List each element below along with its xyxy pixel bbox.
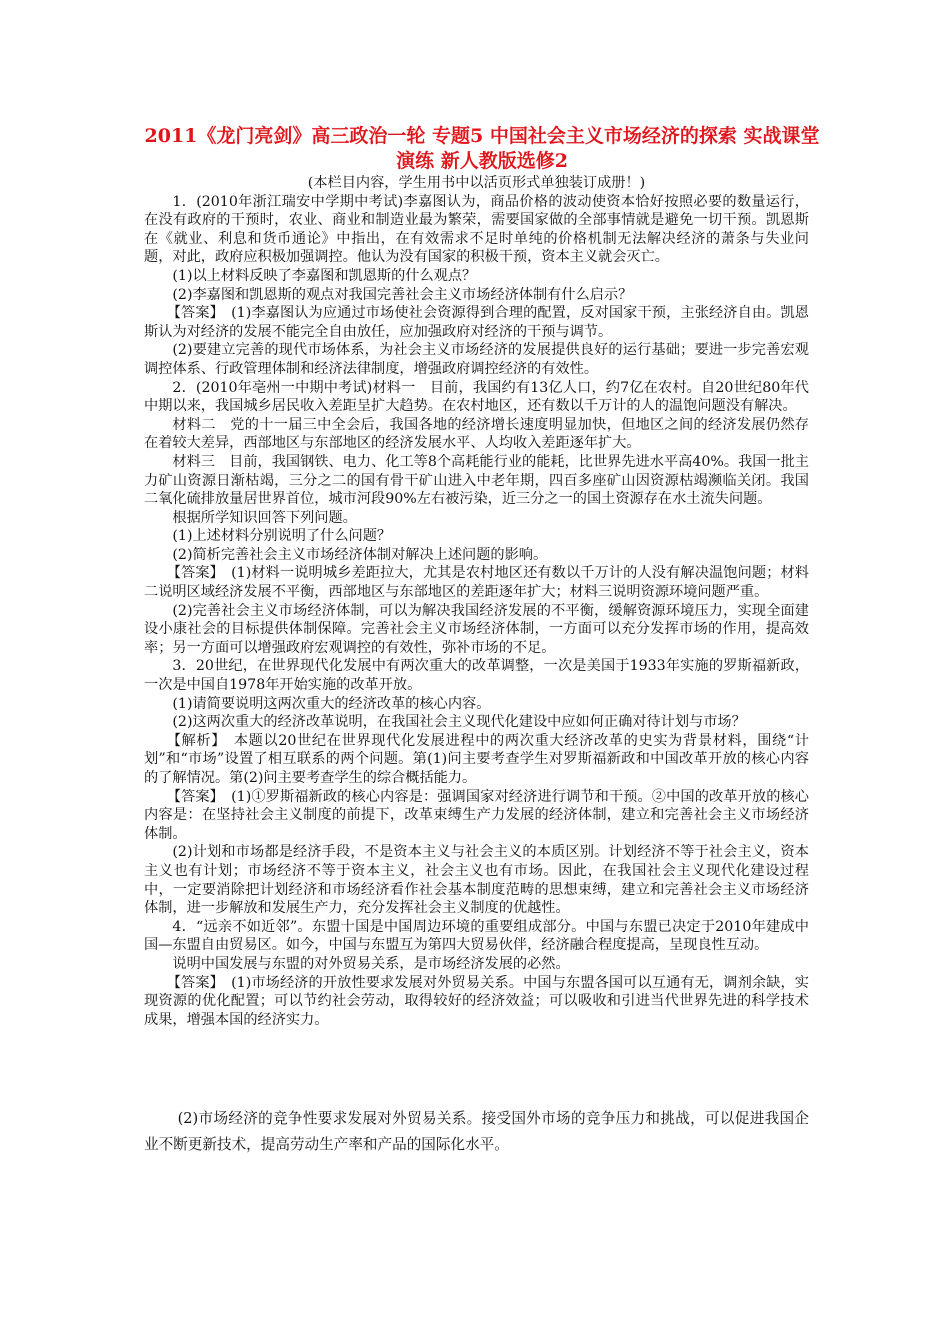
answer-label: 【答案】	[166, 788, 217, 805]
question-4-answer-2: (2)市场经济的竞争性要求发展对外贸易关系。接受国外市场的竞争压力和挑战，可以促进我国企业不断更新技术，提高劳动生产率和产品的国际化水平。	[144, 1110, 809, 1153]
question-2-lead: 根据所学知识回答下列问题。	[172, 509, 357, 526]
answer-text: (1)李嘉图认为应通过市场使社会资源得到合理的配置，反对国家干预，主张经济自由。凯恩斯认为对经济的发展不能完全自由放任，应加强政府对经济的干预与调节。	[144, 305, 809, 340]
question-3-sub-1: (1)请简要说明这两次重大的经济改革的核心内容。	[172, 695, 491, 712]
question-3-sub-2: (2)这两次重大的经济改革说明，在我国社会主义现代化建设中应如何正确对待计划与市场？	[172, 714, 746, 731]
analysis-label: 【解析】	[166, 732, 219, 749]
question-1-answer-2: (2)要建立完善的现代市场体系，为社会主义市场经济的发展提供良好的运行基础；要进一步完善宏观调控体系、行政管理体制和经济法律制度，增强政府调控经济的有效性。	[144, 342, 809, 377]
question-2-material-1: 2．(2010年亳州一中期中考试)材料一 目前，我国约有13亿人口，约7亿在农村。自20世纪80年代中期以来，我国城乡居民收入差距呈扩大趋势。在农村地区，还有数以千万计的人的温饱问题没有解决。	[144, 379, 809, 415]
answer-label: 【答案】	[166, 974, 217, 991]
answer-text: (1)市场经济的开放性要求发展对外贸易关系。中国与东盟各国可以互通有无，调剂余缺，实现资源的优化配置；可以节约社会劳动，取得较好的经济效益；可以吸收和引进当代世界先进的科学技术成果，增强本国的经济实力。	[144, 974, 809, 1028]
question-2-material-2: 材料二 党的十一届三中全会后，我国各地的经济增长速度明显加快，但地区之间的经济发展仍然存在着较大差异，西部地区与东部地区的经济发展水平、人均收入差距逐年扩大。	[144, 416, 809, 452]
question-2-answer-1	[144, 564, 809, 601]
question-1-answer-1	[144, 304, 809, 341]
question-4-answer-1	[144, 974, 809, 1030]
question-2-answer-2: (2)完善社会主义市场经济体制，可以为解决我国经济发展的不平衡，缓解资源环境压力，实现全面建设小康社会的目标提供体制保障。完善社会主义市场经济体制，一方面可以充分发挥市场的作用，提高效率；另一方面可以增强政府宏观调控的有效性，弥补市场的不足。	[144, 602, 809, 656]
question-1-sub-1: (1)以上材料反映了李嘉图和凯恩斯的什么观点？	[172, 267, 477, 284]
question-2-sub-1: (1)上述材料分别说明了什么问题？	[172, 528, 392, 545]
answer-label: 【答案】	[166, 565, 217, 582]
document-tail	[144, 1106, 809, 1158]
document-title: 2011《龙门亮剑》高三政治一轮 专题5 中国社会主义市场经济的探索 实战课堂演练 新人教版选修2	[144, 125, 820, 172]
question-3-analysis	[144, 732, 809, 788]
question-3-stem: 3．20世纪，在世界现代化发展中有两次重大的改革调整，一次是美国于1933年实施的罗斯福新政，一次是中国自1978年开始实施的改革开放。	[144, 658, 809, 694]
answer-label: 【答案】	[166, 305, 217, 322]
answer-text: (1)①罗斯福新政的核心内容是：强调国家对经济进行调节和干预。②中国的改革开放的核心内容是：在坚持社会主义制度的前提下，改革束缚生产力发展的经济体制，建立和完善社会主义市场经济体制。	[144, 788, 809, 842]
question-3-answer-2: (2)计划和市场都是经济手段，不是资本主义与社会主义的本质区别。计划经济不等于社会主义，资本主义也有计划；市场经济不等于资本主义，社会主义也有市场。因此，在我国社会主义现代化建设过程中，一定要消除把计划经济和市场经济看作社会基本制度范畴的思想束缚，建立和完善社会主义市场经济体制，进一步解放和发展生产力，充分发挥社会主义制度的优越性。	[144, 844, 809, 917]
question-2-sub-2: (2)简析完善社会主义市场经济体制对解决上述问题的影响。	[172, 546, 548, 563]
document-body	[144, 174, 809, 1029]
question-4-stem: 4．“远亲不如近邻”。东盟十国是中国周边环境的重要组成部分。中国与东盟已决定于2010年建成中国—东盟自由贸易区。如今，中国与东盟互为第四大贸易伙伴，经济融合程度提高，呈现良性互动。	[144, 918, 809, 954]
analysis-text: 本题以20世纪在世界现代化发展进程中的两次重大经济改革的史实为背景材料，围绕“计划”和“市场”设置了相互联系的两个问题。第(1)问主要考查学生对罗斯福新政和中国改革开放的核心内容的了解情况。第(2)问主要考查学生的综合概括能力。	[144, 732, 809, 786]
question-1-stem: 1．(2010年浙江瑞安中学期中考试)李嘉图认为，商品价格的波动使资本恰好按照必要的数量运行，在没有政府的干预时，农业、商业和制造业最为繁荣，需要国家做的全部事情就是避免一切干预。凯恩斯在《就业、利息和货币通论》中指出，在有效需求不足时单纯的价格机制无法解决经济的萧条与失业问题，对此，政府应积极加强调控。他认为没有国家的积极干预，资本主义就会灭亡。	[144, 193, 809, 266]
binding-note: (本栏目内容，学生用书中以活页形式单独装订成册！)	[307, 175, 646, 191]
question-3-answer-1	[144, 788, 809, 844]
question-2-material-3: 材料三 目前，我国钢铁、电力、化工等8个高耗能行业的能耗，比世界先进水平高40%。我国一批主力矿山资源日渐枯竭，三分之二的国有骨干矿山进入中老年期，四百多座矿山因资源枯竭濒临关闭。我国二氧化硫排放量居世界首位，城市河段90%左右被污染，近三分之一的国土资源存在水土流失问题。	[144, 453, 809, 508]
question-4-sub-1: 说明中国发展与东盟的对外贸易关系，是市场经济发展的必然。	[172, 955, 570, 972]
answer-text: (1)材料一说明城乡差距拉大，尤其是农村地区还有数以千万计的人没有解决温饱问题；材料二说明区域经济发展不平衡，西部地区与东部地区的差距逐年扩大；材料三说明资源环境问题严重。	[144, 565, 809, 601]
question-1-sub-2: (2)李嘉图和凯恩斯的观点对我国完善社会主义市场经济体制有什么启示？	[172, 286, 633, 303]
